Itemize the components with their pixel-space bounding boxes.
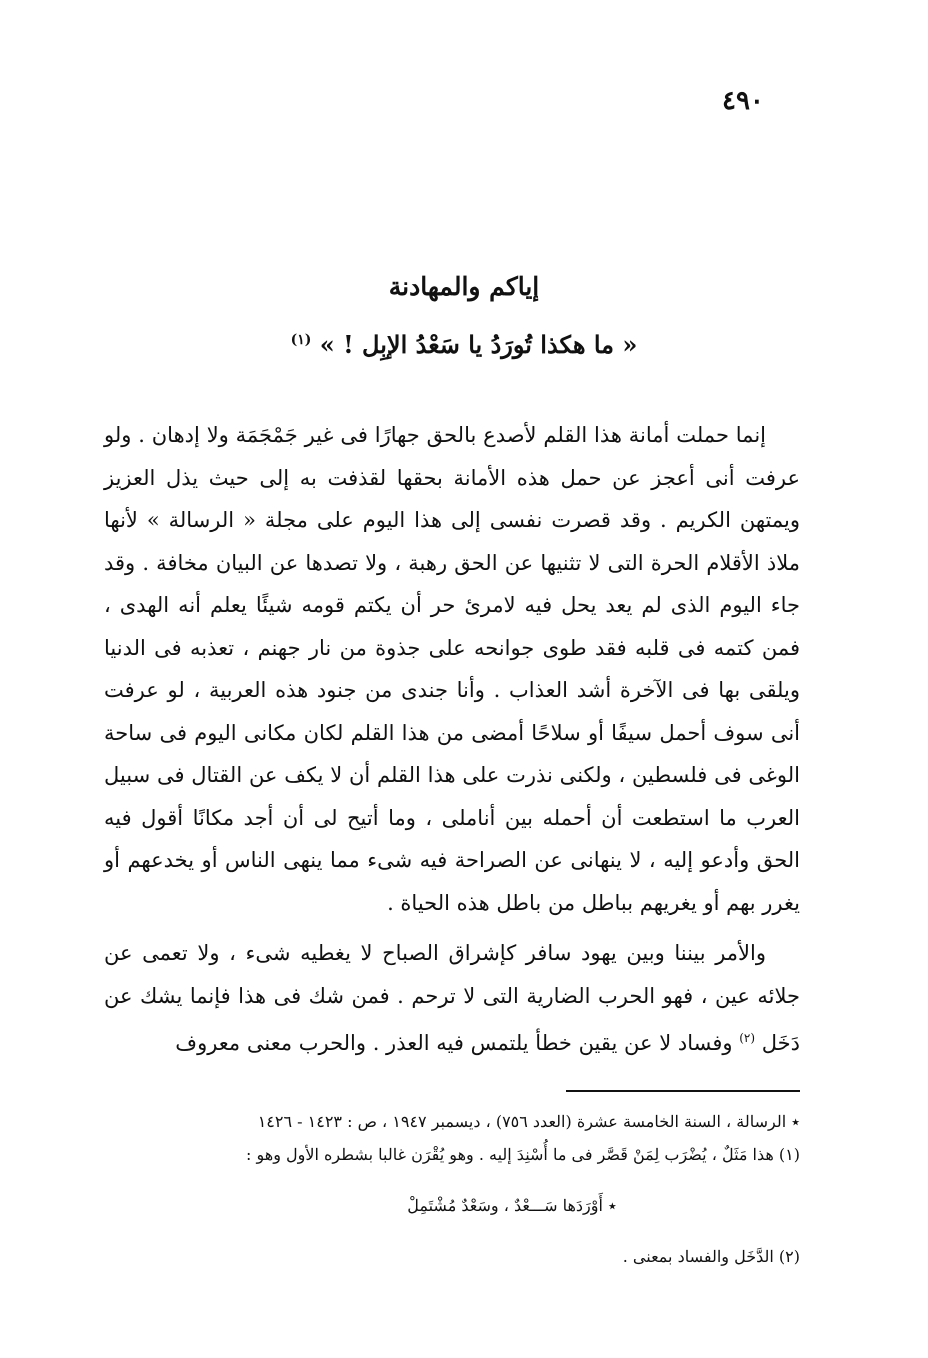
footnote-source: ٭ الرسالة ، السنة الخامسة عشرة (العدد ٧٥٦) ، ديسمبر ١٩٤٧ ، ص : ١٤٢٣ - ١٤٢٦ — [257, 1112, 800, 1131]
footnote-2: (٢) الدَّخَل والفساد بمعنى . — [622, 1247, 800, 1266]
footnote-marker-2: (٢) — [739, 1031, 756, 1045]
footnotes — [104, 1105, 800, 1273]
subtitle-text: « ما هكذا تُورَدُ يا سَعْدُ الإبِل ! » — [319, 330, 638, 359]
footnote-verse: ٭ أَوْرَدَها سَـــعْدٌ ، وسَعْدٌ مُشْتَمِلْ — [407, 1196, 617, 1215]
page-number: ٤٩٠ — [722, 86, 764, 116]
article-body — [104, 414, 800, 1065]
paragraph-2-text-before-note: والأمر بيننا وبين يهود سافر كإشراق الصباح لا يغطيه شىء ، ولا تعمى عن جلائه عين ، فهو الحرب الضارية التى لا ترحم . فمن شك فى هذا فإنما يشك عن دَخَل — [104, 941, 800, 1055]
paragraph-2 — [104, 932, 800, 1065]
footnote-divider — [566, 1090, 800, 1092]
paragraph-1: إنما حملت أمانة هذا القلم لأصدع بالحق جهارًا فى غير جَمْجَمَة ولا إدهان . ولو عرفت أنى أعجز عن حمل هذه الأمانة بحقها لقذفت به إلى حيث يذل العزيز ويمتهن الكريم . وقد قصرت نفسى إلى هذا اليوم على مجلة « الرسالة » لأنها ملاذ الأقلام الحرة التى لا تثنيها عن الحق رهبة ، ولا تصدها عن البيان مخافة . وقد جاء اليوم الذى لم يعد يحل فيه لامرئ حر أن يكتم قومه شيئًا يعلم أنه الهدى ، فمن كتمه فى قلبه فقد طوى جوانحه على جذوة من نار جهنم ، تعذبه فى الدنيا ويلقى بها فى الآخرة أشد العذاب . وأنا جندى من جنود هذه العربية ، لو عرفت أنى سوف أحمل سيفًا أو سلاحًا أمضى من هذا القلم لكان مكانى اليوم فى ساحة الوغى فى فلسطين ، ولكنى نذرت على هذا القلم أن لا يكف عن القتال فى سبيل العرب ما استطعت أن أحمله بين أناملى ، وما أتيح لى أن أجد مكانًا أقول فيه الحق وأدعو إليه ، لا ينهانى عن الصراحة فيه شىء مما ينهى الناس أو يخدعهم أو يغرر بهم أو يغريهم بباطل من باطل هذه الحياة . — [104, 423, 800, 915]
article-subtitle — [110, 330, 818, 359]
footnote-marker-1: (١) — [290, 332, 312, 348]
paragraph-2-text-after-note: وفساد لا عن يقين خطأ يلتمس فيه العذر . والحرب معنى معروف — [175, 1031, 733, 1055]
footnote-1: (١) هذا مَثَلٌ ، يُضْرَب لِمَنْ قَصَّر فى ما أُسْنِدَ إليه . وهو يُقْرَن غالبا بشطره الأول وهو : — [246, 1145, 800, 1164]
article-title: إياكم والمهادنة — [388, 272, 540, 301]
